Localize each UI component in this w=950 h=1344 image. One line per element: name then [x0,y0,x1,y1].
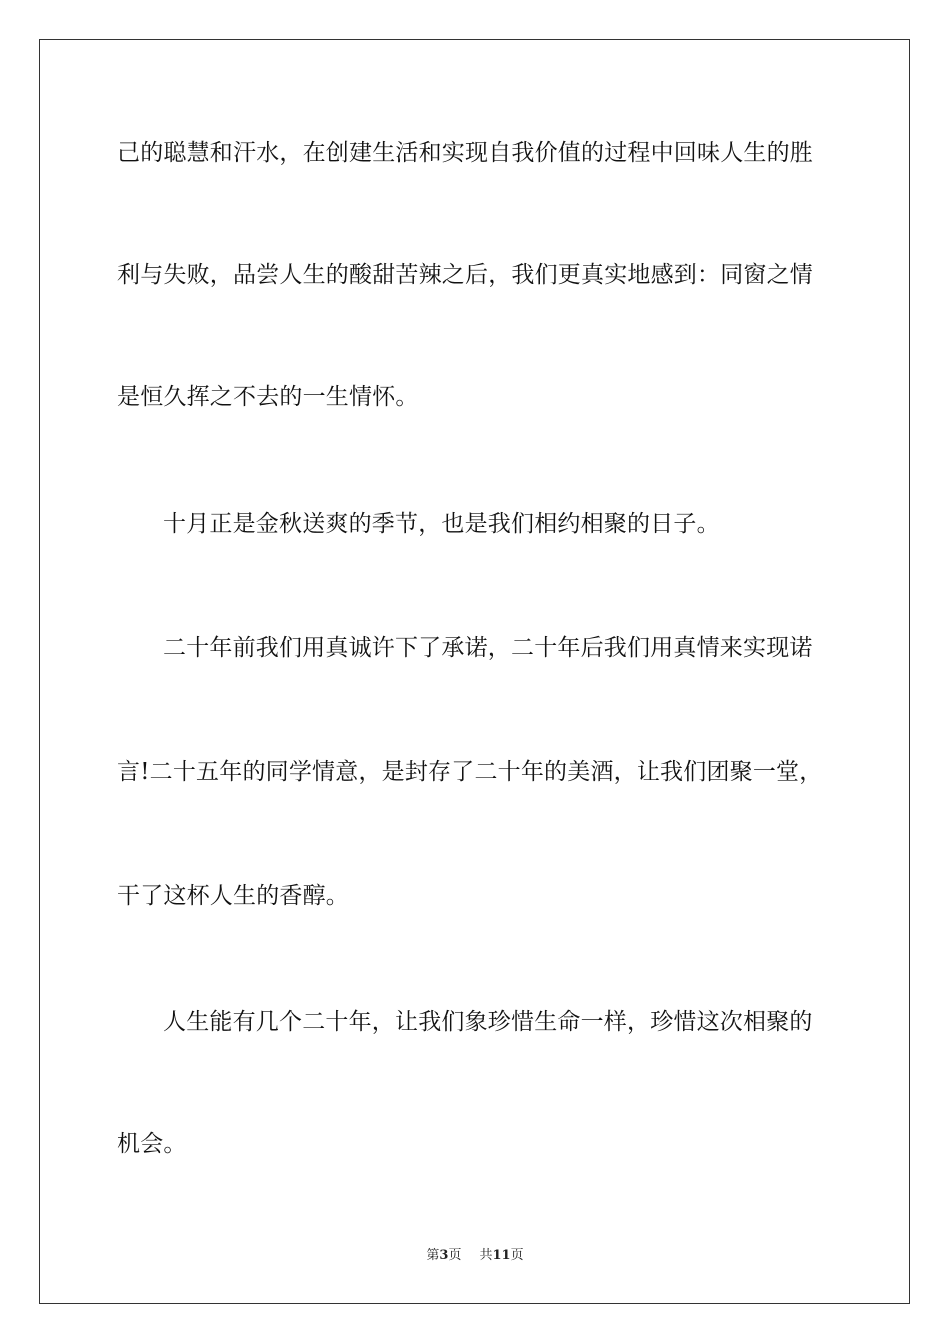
total-suffix: 页 [510,1248,524,1263]
paragraph-line: 是恒久挥之不去的一生情怀。 [117,384,419,410]
total-prefix: 共 [479,1248,493,1263]
paragraph-line: 己的聪慧和汗水，在创建生活和实现自我价值的过程中回味人生的胜 [117,140,813,166]
page-prefix: 第 [426,1248,440,1263]
page-number: 3 [439,1248,449,1263]
paragraph-line: 言!二十五年的同学情意，是封存了二十年的美酒，让我们团聚一堂， [117,759,823,785]
paragraph-line: 二十年前我们用真诚许下了承诺，二十年后我们用真情来实现诺 [163,635,813,661]
page-suffix: 页 [448,1248,462,1263]
page-footer [0,1246,950,1266]
paragraph-line: 人生能有几个二十年，让我们象珍惜生命一样，珍惜这次相聚的 [163,1009,813,1035]
paragraph-line: 干了这杯人生的香醇。 [117,883,349,909]
page-border [39,39,910,1304]
paragraph-line: 机会。 [117,1131,187,1157]
total-pages: 11 [492,1248,511,1263]
paragraph-line: 利与失败，品尝人生的酸甜苦辣之后，我们更真实地感到：同窗之情 [117,262,813,288]
paragraph-line: 十月正是金秋送爽的季节，也是我们相约相聚的日子。 [163,511,720,537]
